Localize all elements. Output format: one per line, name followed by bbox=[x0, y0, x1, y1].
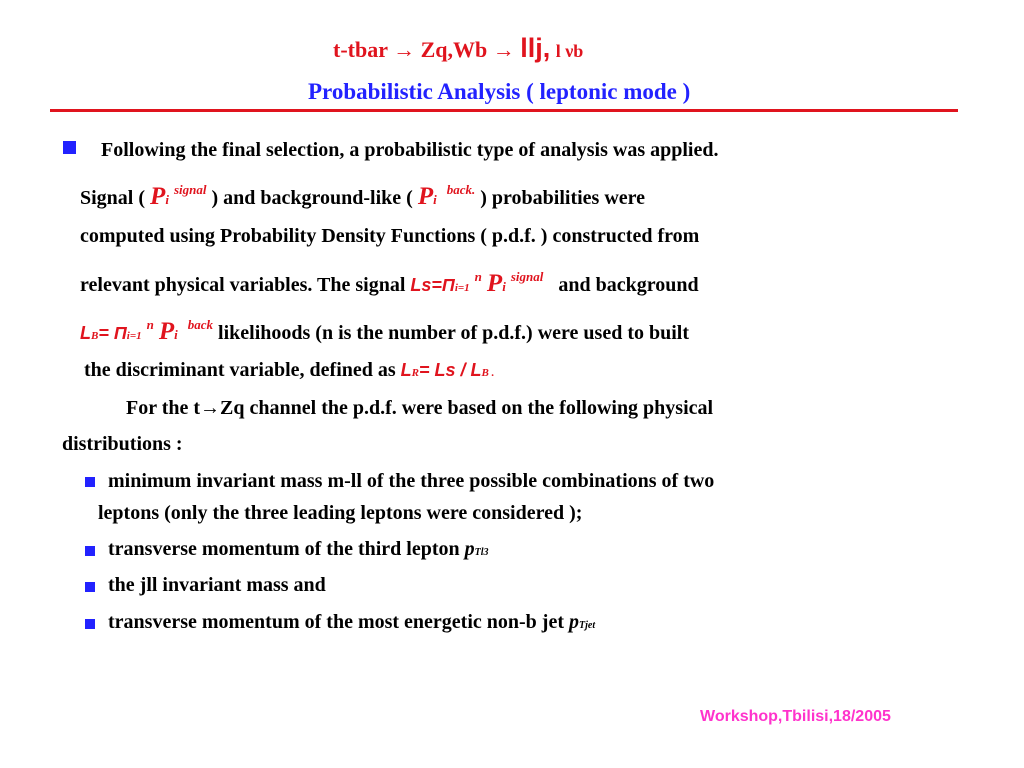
paragraph-line-3: computed using Probability Density Functions ( p.d.f. ) constructed from bbox=[80, 225, 700, 247]
i-subscript-4: i bbox=[174, 327, 178, 342]
text-signal: Signal ( bbox=[80, 187, 151, 209]
pt-symbol-2: p bbox=[569, 611, 579, 633]
pt-subscript: Tl3 bbox=[474, 547, 489, 558]
paragraph-line-6 bbox=[84, 359, 494, 382]
i-subscript-2: i bbox=[433, 192, 437, 207]
p-symbol-ls: P bbox=[486, 270, 503, 297]
title-part2: l νb bbox=[555, 41, 584, 61]
lr-subscript: R bbox=[411, 367, 420, 379]
lb-equals-pi: = Π bbox=[98, 323, 127, 343]
bullet-square-icon bbox=[63, 141, 76, 154]
text-background-like: ) and background-like ( bbox=[206, 187, 418, 209]
paragraph-line-5 bbox=[80, 317, 689, 346]
p-symbol-lb: P bbox=[158, 318, 175, 345]
slide-title bbox=[333, 33, 583, 64]
lr-symbol: L bbox=[400, 360, 412, 380]
list-item-4-text: transverse momentum of the most energetic non-b jet bbox=[108, 611, 569, 633]
list-item-2-text: transverse momentum of the third lepton bbox=[108, 538, 465, 560]
pt-symbol: p bbox=[464, 538, 475, 560]
p-signal-symbol: P bbox=[150, 183, 166, 210]
text-discriminant: the discriminant variable, defined as bbox=[84, 359, 401, 381]
back-superscript-2: back bbox=[187, 317, 214, 332]
pt-subscript-2: Tjet bbox=[579, 620, 596, 631]
lr-ratio: = Ls / L bbox=[419, 360, 482, 380]
list-item-1-line-2: leptons (only the three leading leptons were considered ); bbox=[98, 502, 583, 524]
paragraph-line-7: For the t→Zq channel the p.d.f. were based on the following physical bbox=[126, 397, 714, 419]
signal-superscript-2: signal bbox=[510, 269, 544, 284]
title-part1: t-tbar → Zq,Wb → bbox=[333, 37, 515, 62]
title-llj: llj, bbox=[520, 33, 551, 63]
p-back-symbol: P bbox=[417, 183, 434, 210]
paragraph-line-4 bbox=[80, 269, 699, 298]
paragraph-line-8: distributions : bbox=[62, 433, 183, 455]
ls-expression: Ls=Π bbox=[410, 275, 455, 295]
sub-bullet-square-icon bbox=[85, 619, 95, 629]
sub-bullet-square-icon bbox=[85, 546, 95, 556]
sub-bullet-square-icon bbox=[85, 582, 95, 592]
list-item-1-line-1: minimum invariant mass m-ll of the three possible combinations of two bbox=[108, 470, 715, 492]
signal-superscript: signal bbox=[173, 182, 207, 197]
paragraph-line-2 bbox=[80, 182, 645, 211]
footer-workshop: Workshop,Tbilisi,18/2005 bbox=[700, 708, 891, 725]
text-probabilities: ) probabilities were bbox=[475, 187, 646, 209]
prod-superscript: n bbox=[474, 269, 482, 284]
lr-end-subscript: B . bbox=[481, 367, 495, 379]
list-item-4 bbox=[108, 611, 595, 634]
prod-superscript-2: n bbox=[146, 317, 154, 332]
list-item-2 bbox=[108, 538, 489, 561]
text-and-background: and background bbox=[553, 274, 699, 296]
prod-subscript: i=1 bbox=[454, 282, 470, 294]
lb-symbol: L bbox=[80, 323, 91, 343]
slide-subtitle: Probabilistic Analysis ( leptonic mode ) bbox=[308, 79, 691, 104]
lb-subscript: B bbox=[91, 330, 99, 342]
i-subscript-3: i bbox=[502, 279, 506, 294]
title-divider bbox=[50, 109, 958, 112]
back-superscript: back. bbox=[446, 182, 476, 197]
prod-subscript-2: i=1 bbox=[126, 330, 142, 342]
list-item-3: the jll invariant mass and bbox=[108, 574, 326, 596]
text-relevant: relevant physical variables. The signal bbox=[80, 274, 411, 296]
text-likelihoods: likelihoods (n is the number of p.d.f.) were used to built bbox=[218, 322, 690, 344]
sub-bullet-square-icon bbox=[85, 477, 95, 487]
i-subscript: i bbox=[165, 192, 169, 207]
paragraph-line-1: Following the final selection, a probabilistic type of analysis was applied. bbox=[101, 139, 719, 161]
